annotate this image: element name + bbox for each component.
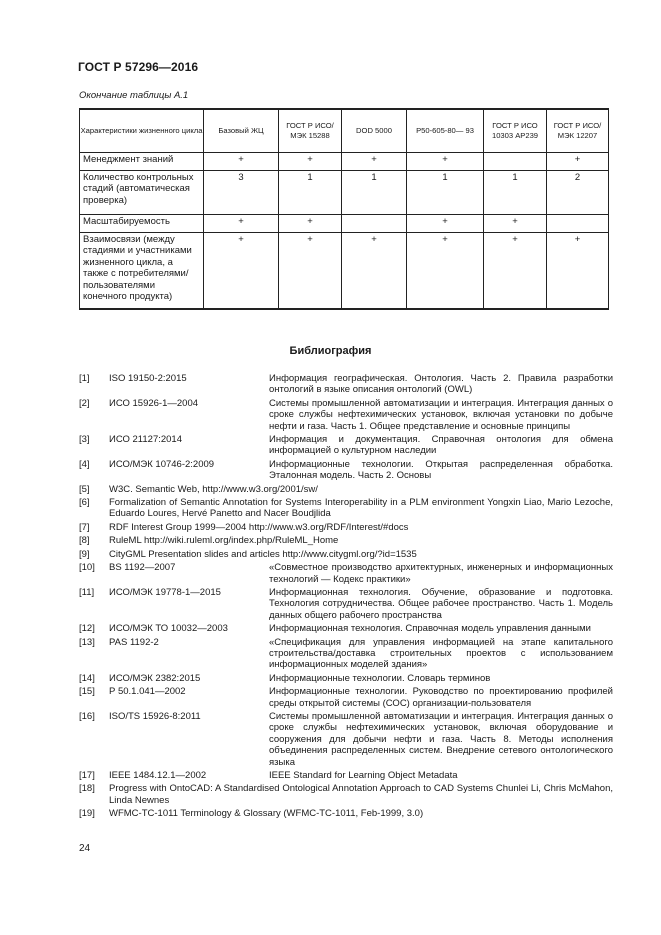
table-cell [484, 153, 547, 171]
bibliography-entry [79, 535, 613, 546]
bibliography-entry [79, 434, 613, 457]
entry-number: [15] [79, 686, 95, 698]
entry-code: PAS 1192-2 [109, 636, 159, 648]
table-cell: 1 [484, 171, 547, 215]
table-cell [342, 215, 407, 233]
column-header: ГОСТ Р ИСО/МЭК 12207 [547, 109, 609, 153]
entry-text: Progress with OntoCAD: A Standardised Ontological Annotation Approach to CAD Systems Chunlei Li, Chris McMahon, Linda Newnes [109, 783, 613, 806]
entry-code: ИСО/МЭК 10746-2:2009 [109, 458, 215, 470]
entry-description: Системы промышленной автоматизации и интеграция. Интеграция данных о сроке службы нефтехимических установок, включая оборудование и сооружения для добычи нефти и газа. Часть 8. Методы исполнения объединения распределенных систем. Внедрение сетевого онтологического языка [269, 710, 613, 768]
entry-number: [6] [79, 497, 90, 509]
entry-code: ИСО/МЭК 2382:2015 [109, 672, 201, 684]
entry-number: [16] [79, 710, 95, 722]
bibliography-entry [79, 522, 613, 533]
table-cell: + [279, 153, 342, 171]
entry-text: WFMC-TC-1011 Terminology & Glossary (WFMC-TC-1011, Feb-1999, 3.0) [109, 808, 424, 820]
table-cell [547, 215, 609, 233]
entry-number: [17] [79, 770, 95, 781]
page-number: 24 [79, 843, 91, 854]
entry-description: Системы промышленной автоматизации и интеграция. Интеграция данных о сроке службы нефтехимических установок, включая установки по добыче нефти и газа. Часть 1. Общее представление и основные принципы [269, 397, 613, 432]
bibliography-title: Библиография [289, 345, 372, 357]
entry-code: ISO/TS 15926-8:2011 [109, 710, 201, 722]
entry-text: RDF Interest Group 1999—2004 http://www.w3.org/RDF/Interest/#docs [109, 521, 409, 533]
entry-description: Информационные технологии. Словарь терминов [269, 672, 491, 684]
entry-description: «Спецификация для управления информацией на этапе капитального строительства/доставка строительных проектов с использованием информационных моделей здания» [269, 636, 613, 671]
entry-text: Formalization of Semantic Annotation for Systems Interoperability in a PLM environment Yongxin Liao, Mario Lezoche, Eduardo Loures, Hervé Panetto and Nacer Boudjlida [109, 497, 613, 520]
bibliography-entry [79, 623, 613, 634]
entry-description: «Совместное производство архитектурных, инженерных и информационных технологий — Кодекс практики» [269, 562, 613, 585]
entry-description: Информационная технология. Справочная модель управления данными [269, 623, 591, 635]
bibliography-entry [79, 497, 613, 520]
column-header: Характеристики жизненного цикла [80, 109, 204, 153]
entry-text: RuleML http://wiki.ruleml.org/index.php/RuleML_Home [109, 535, 339, 547]
table-row [80, 233, 609, 310]
entry-number: [8] [79, 535, 90, 547]
column-header: ГОСТ Р ИСО 10303 AP239 [484, 109, 547, 153]
entry-code: ISO 19150-2:2015 [109, 373, 187, 384]
row-label: Масштабируемость [80, 215, 204, 233]
entry-number: [5] [79, 483, 90, 495]
bibliography-entry [79, 686, 613, 709]
table-cell: + [484, 233, 547, 310]
entry-code: IEEE 1484.12.1—2002 [109, 770, 207, 781]
entry-number: [19] [79, 808, 95, 820]
table-row [80, 153, 609, 171]
table-header-row [80, 109, 609, 153]
table-cell: + [547, 233, 609, 310]
table-cell: + [407, 233, 484, 310]
table-cell: + [484, 215, 547, 233]
bibliography-entry [79, 770, 613, 781]
table-cell: 1 [407, 171, 484, 215]
entry-code: ИСО/МЭК 19778-1—2015 [109, 586, 221, 598]
entry-description: Информация и документация. Справочная онтология для обмена информацией о культурном наследии [269, 434, 613, 457]
entry-text: CityGML Presentation slides and articles http://www.citygml.org/?id=1535 [109, 548, 417, 560]
entry-number: [14] [79, 672, 95, 684]
table-row [80, 215, 609, 233]
table-caption: Окончание таблицы А.1 [79, 90, 189, 101]
entry-code: ИСО 15926-1—2004 [109, 397, 199, 409]
bibliography-entry [79, 673, 613, 684]
bibliography-entry [79, 459, 613, 482]
entry-description: Информационные технологии. Руководство по проектированию профилей среды открытой системы (СОС) организации-пользователя [269, 686, 613, 709]
bibliography-entry [79, 549, 613, 560]
table-cell: + [279, 233, 342, 310]
row-label: Количество контрольных стадий (автоматическая проверка) [80, 171, 204, 215]
entry-number: [3] [79, 434, 90, 446]
row-label: Менеджмент знаний [80, 153, 204, 171]
bibliography-entry [79, 562, 613, 585]
table-cell: + [547, 153, 609, 171]
table-row [80, 171, 609, 215]
entry-code: ИСО 21127:2014 [109, 434, 182, 446]
table-cell: + [204, 215, 279, 233]
entry-number: [2] [79, 397, 90, 409]
entry-description: Информационная технология. Обучение, образование и подготовка. Технология сотрудничества. Общее рабочее пространство. Часть 1. Модель данных общего рабочего пространства [269, 586, 613, 621]
bibliography-entry [79, 711, 613, 768]
document-header: ГОСТ Р 57296—2016 [78, 60, 199, 74]
entry-number: [4] [79, 458, 90, 470]
entry-code: BS 1192—2007 [109, 562, 176, 574]
bibliography-entry [79, 637, 613, 671]
entry-code: Р 50.1.041—2002 [109, 686, 186, 698]
lifecycle-comparison-table [79, 108, 609, 310]
bibliography-entry [79, 587, 613, 621]
table-cell: 2 [547, 171, 609, 215]
column-header: DOD 5000 [342, 109, 407, 153]
entry-description: Информационные технологии. Открытая распределенная обработка. Эталонная модель. Часть 2. Основы [269, 458, 613, 482]
entry-number: [11] [79, 586, 95, 598]
entry-text: W3C. Semantic Web, http://www.w3.org/2001/sw/ [109, 483, 318, 495]
row-label: Взаимосвязи (между стадиями и участниками жизненного цикла, а также с потребителями/ пользователями конечного продукта) [80, 233, 204, 310]
bibliography-list [79, 373, 613, 822]
entry-number: [1] [79, 373, 90, 384]
entry-number: [12] [79, 623, 95, 635]
entry-number: [18] [79, 783, 95, 795]
entry-number: [13] [79, 636, 95, 648]
table-cell: + [204, 233, 279, 310]
column-header: Базовый ЖЦ [204, 109, 279, 153]
entry-description: Информация географическая. Онтология. Часть 2. Правила разработки онтологий в языке описания онтологий (OWL) [269, 373, 613, 396]
table-cell: + [342, 233, 407, 310]
table-cell: 3 [204, 171, 279, 215]
table-cell: 1 [279, 171, 342, 215]
bibliography-entry [79, 398, 613, 432]
table-cell: + [407, 153, 484, 171]
table-cell: + [342, 153, 407, 171]
entry-description: IEEE Standard for Learning Object Metadata [269, 770, 458, 781]
table-cell: + [279, 215, 342, 233]
entry-number: [7] [79, 521, 90, 533]
column-header: ГОСТ Р ИСО/МЭК 15288 [279, 109, 342, 153]
column-header: Р50-605-80— 93 [407, 109, 484, 153]
table-cell: 1 [342, 171, 407, 215]
table-cell: + [204, 153, 279, 171]
entry-number: [9] [79, 548, 90, 560]
entry-number: [10] [79, 562, 95, 574]
bibliography-entry [79, 484, 613, 495]
bibliography-entry [79, 783, 613, 806]
entry-code: ИСО/МЭК ТО 10032—2003 [109, 623, 228, 635]
bibliography-entry [79, 808, 613, 819]
bibliography-entry [79, 373, 613, 396]
table-cell: + [407, 215, 484, 233]
